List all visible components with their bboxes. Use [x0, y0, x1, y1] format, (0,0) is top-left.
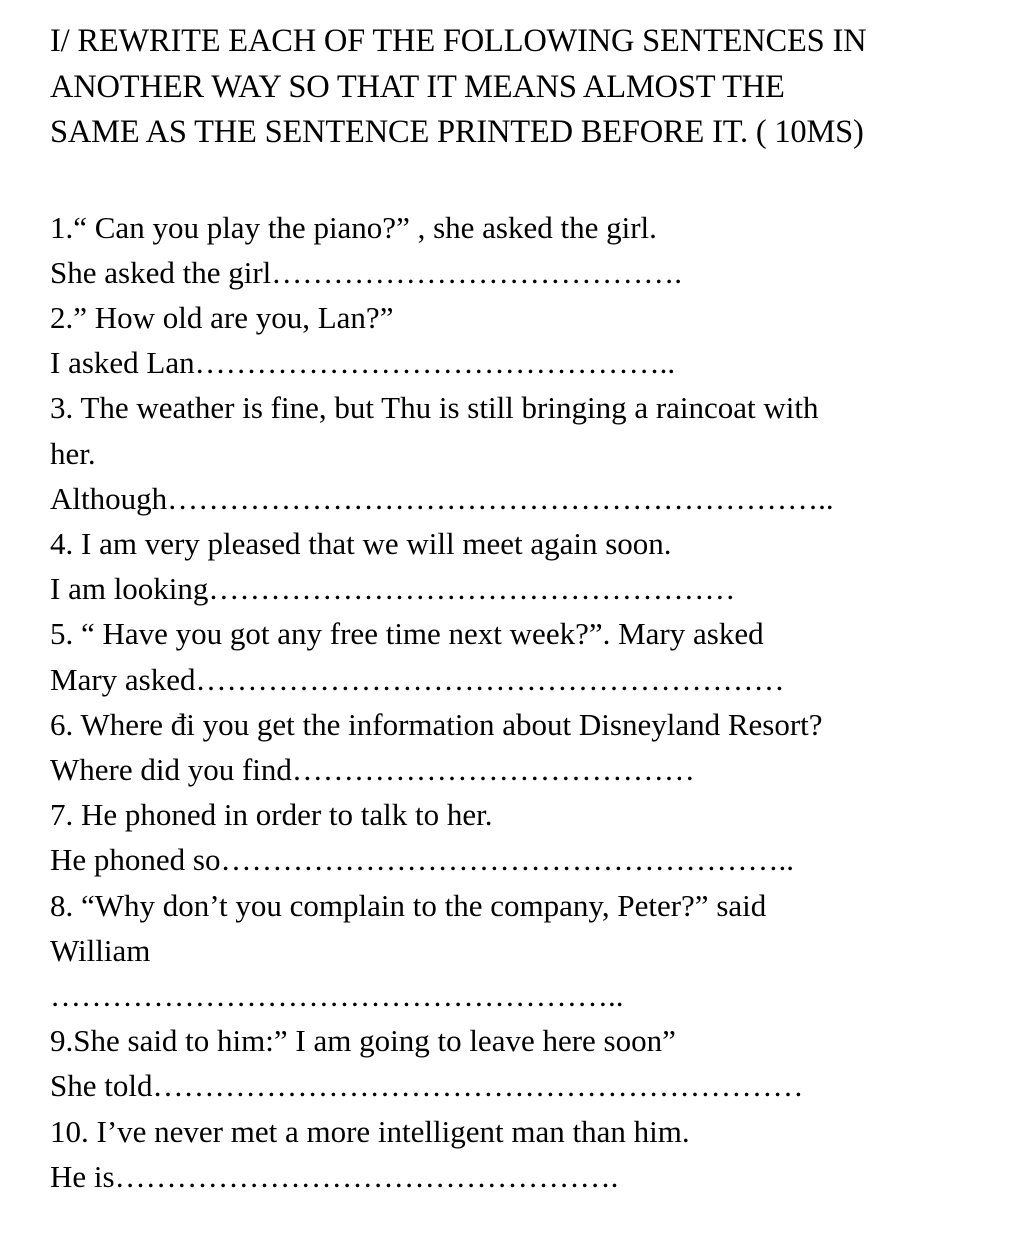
exercise-list: [50, 205, 1000, 1199]
exercise-item-4: [50, 521, 1000, 611]
exercise-item-1: [50, 205, 1000, 295]
item-9-prompt: 9.She said to him:” I am going to leave here soon”: [50, 1023, 676, 1059]
item-7-answer-line: He phoned so………………………………………………..: [50, 842, 794, 878]
exercise-item-5: [50, 611, 1000, 701]
exercise-item-9: [50, 1018, 1000, 1108]
item-10-answer-line: He is………………………………………….: [50, 1158, 619, 1194]
item-8-prompt-line-2: William: [50, 932, 151, 968]
item-3-prompt-line-2: her.: [50, 435, 96, 471]
exercise-item-2: [50, 295, 1000, 385]
item-2-prompt: 2.” How old are you, Lan?”: [50, 299, 394, 335]
item-5-prompt: 5. “ Have you got any free time next week?”. Mary asked: [50, 616, 764, 652]
item-3-answer-line: Although………………………………………………………..: [50, 480, 834, 516]
item-4-answer-line: I am looking……………………………………………: [50, 571, 736, 607]
worksheet: [50, 0, 1000, 1199]
exercise-instructions: [50, 0, 1000, 156]
exercise-item-10: [50, 1109, 1000, 1199]
exercise-item-7: [50, 792, 1000, 882]
instructions-line-2: ANOTHER WAY SO THAT IT MEANS ALMOST THE: [50, 68, 785, 105]
item-6-prompt: 6. Where đi you get the information about Disneyland Resort?: [50, 706, 823, 742]
instructions-line-1: I/ REWRITE EACH OF THE FOLLOWING SENTENCES IN: [50, 23, 867, 59]
item-4-prompt: 4. I am very pleased that we will meet again soon.: [50, 525, 672, 561]
item-10-prompt: 10. I’ve never met a more intelligent man than him.: [50, 1113, 690, 1149]
item-9-answer-line: She told………………………………………………………: [50, 1068, 804, 1104]
item-8-prompt-line-1: 8. “Why don’t you complain to the company, Peter?” said: [50, 887, 767, 923]
item-5-answer-line: Mary asked…………………………………………………: [50, 661, 785, 697]
exercise-item-3: [50, 385, 1000, 521]
exercise-item-6: [50, 702, 1000, 792]
exercise-item-8: [50, 883, 1000, 1019]
item-6-answer-line: Where did you find…………………………………: [50, 751, 695, 787]
item-8-answer-line: ………………………………………………..: [50, 977, 624, 1013]
item-3-prompt-line-1: 3. The weather is fine, but Thu is still bringing a raincoat with: [50, 390, 819, 426]
item-2-answer-line: I asked Lan………………………………………..: [50, 345, 676, 381]
item-7-prompt: 7. He phoned in order to talk to her.: [50, 797, 493, 833]
instructions-line-3: SAME AS THE SENTENCE PRINTED BEFORE IT. ( 10MS): [50, 114, 864, 150]
item-1-prompt: 1.“ Can you play the piano?” , she asked the girl.: [50, 209, 657, 245]
item-1-answer-line: She asked the girl………………………………….: [50, 254, 683, 290]
